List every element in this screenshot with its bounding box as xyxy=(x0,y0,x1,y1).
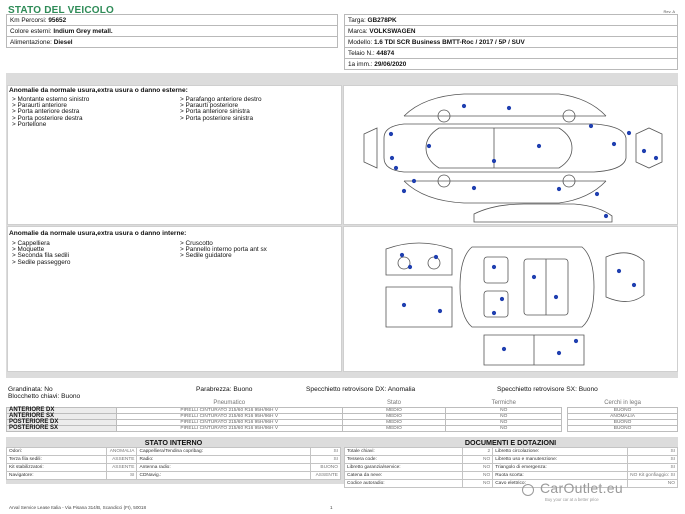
chassis-label: Telaio N.: xyxy=(348,49,375,57)
tire-model: PIRELLI CINTURATO 215/60 R16 95H/96H V xyxy=(116,413,342,419)
registration-label: 1a imm.: xyxy=(348,60,373,68)
tire-winter: NO xyxy=(446,407,562,413)
info-row-brand xyxy=(345,26,678,37)
color-value: Indium Grey metall. xyxy=(53,27,113,35)
cell-label: Radio: xyxy=(137,456,311,464)
cell-value: ANOMALIA xyxy=(107,448,137,456)
exterior-damage-list-2 xyxy=(180,97,262,122)
damage-item: > Paraurti anteriore xyxy=(12,102,67,110)
cell-value: NO xyxy=(628,480,678,488)
cell-label: Antenna radio: xyxy=(137,464,311,472)
damage-item: > Parafango anteriore destro xyxy=(180,96,262,103)
interior-damage-list-1 xyxy=(12,241,70,266)
interior-car-diagram xyxy=(344,227,679,373)
cell-value: NO xyxy=(463,456,493,464)
revision-label: Rev. A xyxy=(663,9,675,14)
damage-item: > Cappelliera xyxy=(12,240,50,247)
tire-status: MEDIO xyxy=(342,407,446,413)
tires-table xyxy=(6,401,678,432)
cell-value: ASSENTE xyxy=(107,456,137,464)
table-row xyxy=(345,472,678,480)
cell-label: Cappelliera/Tendina copribag: xyxy=(137,448,311,456)
documents-table xyxy=(344,447,678,488)
plate-label: Targa: xyxy=(348,16,366,24)
tire-row xyxy=(7,425,678,431)
hail-status: Grandinata: No xyxy=(8,386,53,393)
table-row xyxy=(7,456,341,464)
table-row xyxy=(7,464,341,472)
cell-label: Codice autoradio: xyxy=(345,480,463,488)
damage-item: > Porta anteriore destra xyxy=(12,108,80,116)
vehicle-info-left xyxy=(6,14,338,48)
damage-item: > Moquette xyxy=(12,246,45,254)
exterior-car-diagram xyxy=(344,86,679,226)
chassis-value: 44874 xyxy=(376,49,395,57)
tire-model: PIRELLI CINTURATO 215/60 R16 95H/96H V xyxy=(116,407,342,413)
interior-diagram-panel xyxy=(343,226,678,372)
interior-status-table xyxy=(6,447,341,480)
cell-value: NO xyxy=(463,480,493,488)
interior-damage-markers xyxy=(400,253,636,355)
tire-rims: BUONO xyxy=(568,419,678,425)
plate-value: GB278PK xyxy=(367,16,397,24)
info-row-color xyxy=(7,26,338,37)
damage-item: > Paraurti posteriore xyxy=(180,102,239,110)
tire-status: MEDIO xyxy=(342,413,446,419)
cell-label: Libretto uso e manutenzione: xyxy=(493,456,628,464)
table-row xyxy=(345,464,678,472)
footer-company: Arval Service Lease Italia - Via Pisana 314/B, Scandicci (FI), 50018 xyxy=(9,505,147,510)
damage-item: > Pannello interno porta ant sx xyxy=(180,246,267,254)
info-row-plate xyxy=(345,15,678,26)
cell-value: NO xyxy=(463,472,493,480)
cell-label: Libretto garanzia/service: xyxy=(345,464,463,472)
cell-value: NO xyxy=(630,473,638,478)
table-row xyxy=(345,456,678,464)
damage-item: > Seconda fila sedili xyxy=(12,252,70,260)
cell-value: SI xyxy=(107,472,137,480)
cell-label: CDNavig.: xyxy=(137,472,311,480)
caroutlet-logo-icon xyxy=(522,484,534,496)
rims-col-header: Cerchi in lega xyxy=(604,400,641,407)
cell-value: SI xyxy=(628,464,678,472)
damage-item: > Portellone xyxy=(12,120,47,128)
cell-label: Navigatore: xyxy=(7,472,107,480)
table-row xyxy=(7,448,341,456)
cell-value: ASSENTE xyxy=(107,464,137,472)
info-row-chassis xyxy=(345,48,678,59)
key-block-status: Blocchetto chiavi: Buono xyxy=(8,393,81,400)
color-label: Colore esterni: xyxy=(10,27,52,35)
cell-label: Tessera code: xyxy=(345,456,463,464)
interior-damage-list-2 xyxy=(180,241,267,260)
mirror-sx-status: Specchietto retrovisore SX: Buono xyxy=(497,386,598,393)
exterior-damage-list-1 xyxy=(12,97,89,128)
exterior-diagram-panel xyxy=(343,85,678,225)
tire-rims: BUONO xyxy=(568,425,678,431)
winter-col-header: Termiche xyxy=(491,400,516,407)
info-row-registration xyxy=(345,59,678,70)
documents-title: DOCUMENTI E DOTAZIONI xyxy=(464,438,557,447)
tire-rims: BUONO xyxy=(568,407,678,413)
cell-value: BUONO xyxy=(311,464,341,472)
info-row-model xyxy=(345,37,678,48)
info-row-fuel xyxy=(7,37,338,48)
exterior-damage-heading: Anomalie da normale usura,extra usura o danno esterne: xyxy=(9,87,188,94)
km-value: 95652 xyxy=(48,16,67,24)
cell-value: SI xyxy=(628,448,678,456)
cell-value: SI xyxy=(628,456,678,464)
damage-item: > Montante esterno sinistro xyxy=(12,96,90,103)
damage-item: > Porta posteriore destra xyxy=(12,114,83,122)
inflation-kit-value: SI xyxy=(670,473,675,478)
cell-label: Odori: xyxy=(7,448,107,456)
fuel-label: Alimentazione: xyxy=(10,38,52,46)
cell-label: Triangolo di emergenza: xyxy=(493,464,628,472)
interior-damage-heading: Anomalie da normale usura,extra usura o danno interne: xyxy=(9,230,187,237)
exterior-damage-markers xyxy=(389,104,658,218)
tire-status: MEDIO xyxy=(342,419,446,425)
tire-model: PIRELLI CINTURATO 215/60 R16 95H/96H V xyxy=(116,419,342,425)
cell-value: SI xyxy=(311,448,341,456)
info-row-km xyxy=(7,15,338,26)
cell-label: Kit stabilizzatori: xyxy=(7,464,107,472)
cell-value: 2 xyxy=(463,448,493,456)
tire-winter: NO xyxy=(446,425,562,431)
inflation-kit-label: Kit gonfiaggio: xyxy=(638,473,670,478)
status-col-header: Stato xyxy=(386,400,401,407)
vehicle-info-right xyxy=(344,14,678,70)
table-row xyxy=(345,480,678,488)
damage-item: > Cruscotto xyxy=(180,240,213,247)
brand-value: VOLKSWAGEN xyxy=(369,27,416,35)
watermark-subtitle: Buy your car at a better price xyxy=(545,497,599,502)
tire-col-header: Pneumatico xyxy=(213,400,246,407)
cell-label: Cavo elettrico: xyxy=(493,480,628,488)
damage-item: > Sedile guidatore xyxy=(180,252,232,260)
windshield-status: Parabrezza: Buono xyxy=(196,386,253,393)
page-title: STATO DEL VEICOLO xyxy=(8,5,115,16)
damage-item: > Porta anteriore sinistra xyxy=(180,108,250,116)
cell-label: Libretto circolazione: xyxy=(493,448,628,456)
cell-value: NO xyxy=(463,464,493,472)
cell-label: Ruota scorta: xyxy=(493,472,628,480)
cell-value: ASSENTE xyxy=(311,472,341,480)
tire-rims: ANOMALIA xyxy=(568,413,678,419)
fuel-value: Diesel xyxy=(53,38,73,46)
km-label: Km Percorsi: xyxy=(10,16,47,24)
cell-value: SI xyxy=(311,456,341,464)
model-value: 1.6 TDI SCR Business BMTT-Roc / 2017 / 5P / SUV xyxy=(373,38,525,46)
brand-label: Marca: xyxy=(348,27,368,35)
tire-model: PIRELLI CINTURATO 215/60 R16 95H/96H V xyxy=(116,425,342,431)
footer-page-number: 1 xyxy=(330,505,333,510)
tire-position: ANTERIORE SX xyxy=(7,413,117,419)
model-label: Modello: xyxy=(348,38,373,46)
tire-position: POSTERIORE SX xyxy=(7,425,117,431)
cell-label: Catena da neve: xyxy=(345,472,463,480)
tire-winter: NO xyxy=(446,413,562,419)
table-row xyxy=(7,472,341,480)
interior-status-title: STATO INTERNO xyxy=(144,438,203,447)
damage-item: > Porta posteriore sinistra xyxy=(180,114,253,122)
damage-item: > Sedile passeggero xyxy=(12,258,71,266)
tire-status: MEDIO xyxy=(342,425,446,431)
registration-value: 29/06/2020 xyxy=(374,60,407,68)
tire-position: POSTERIORE DX xyxy=(7,419,117,425)
watermark-brand: CarOutlet.eu xyxy=(540,480,623,496)
cell-label: Totale chiavi: xyxy=(345,448,463,456)
mirror-dx-status: Specchietto retrovisore DX: Anomalia xyxy=(306,386,416,393)
cell-label: Terza fila sedili: xyxy=(7,456,107,464)
tire-position: ANTERIORE DX xyxy=(7,407,117,413)
table-row xyxy=(345,448,678,456)
tire-winter: NO xyxy=(446,419,562,425)
